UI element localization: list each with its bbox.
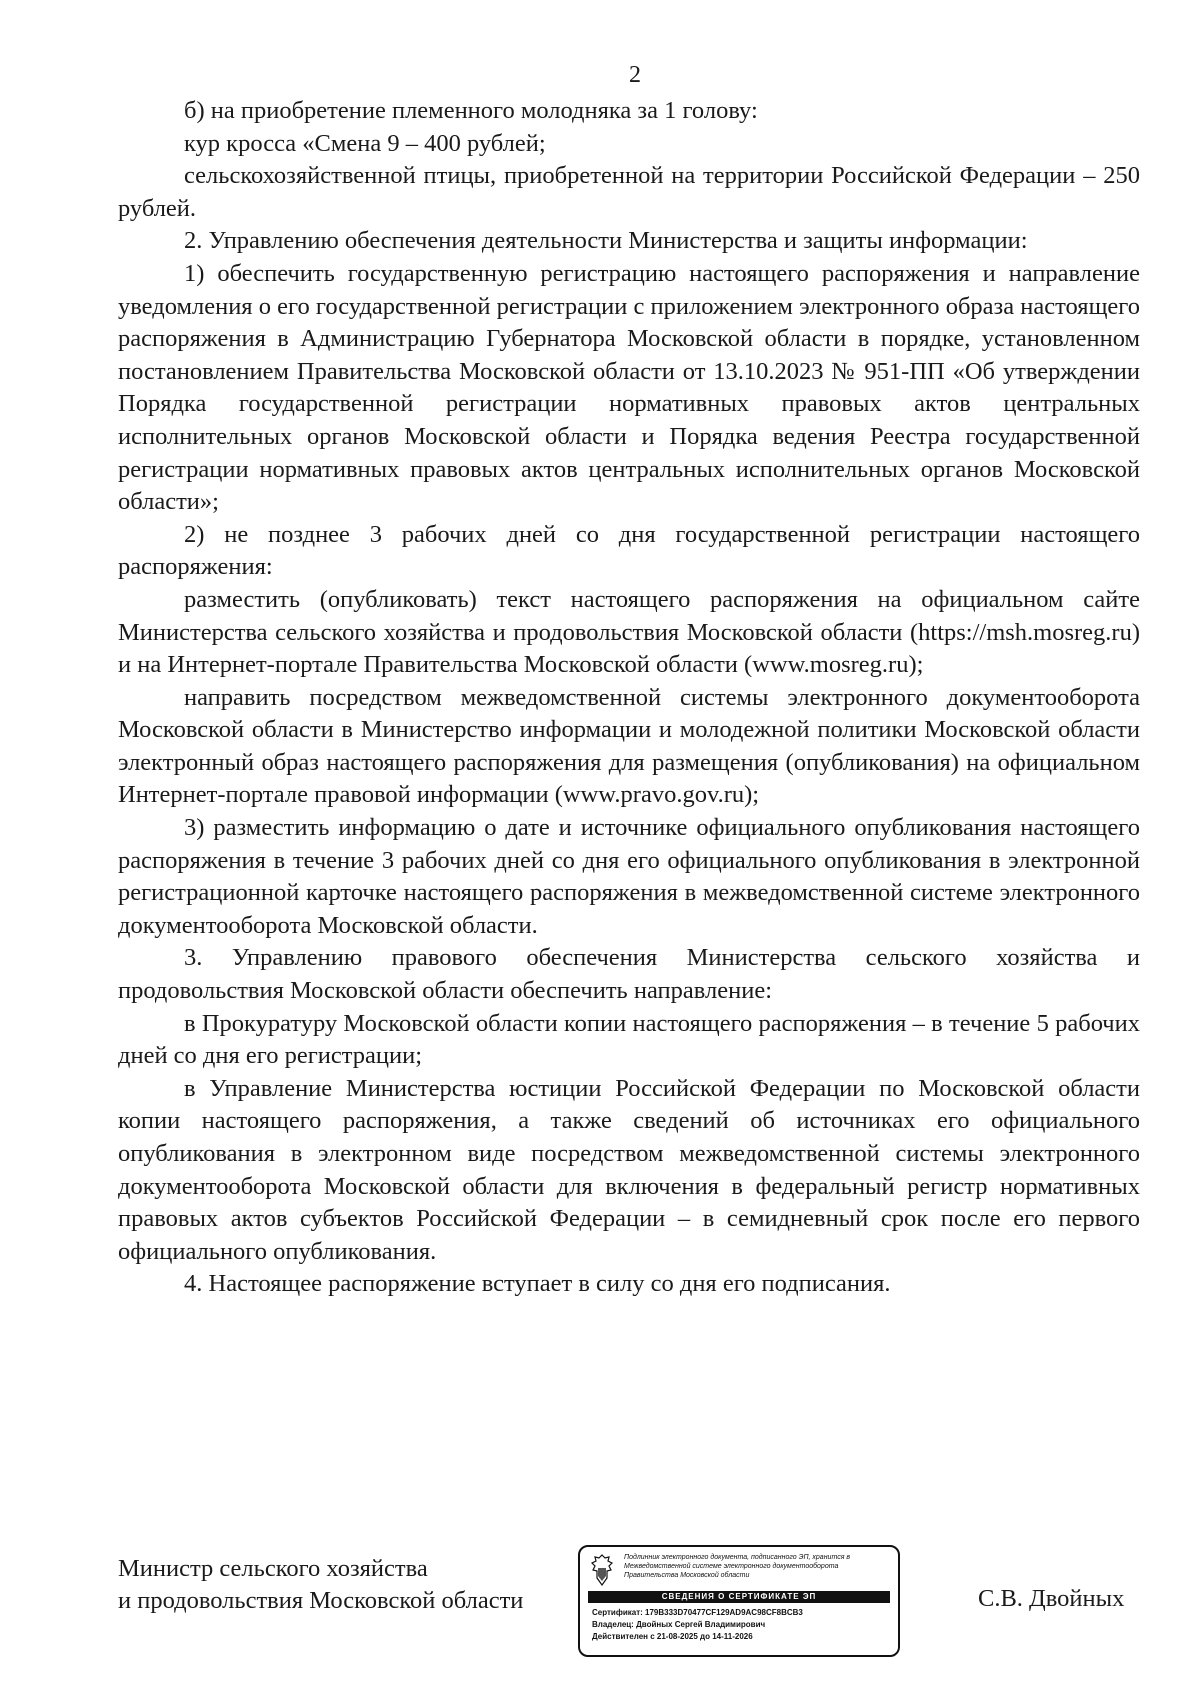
- paragraph: направить посредством межведомственной системы электронного документооборота Московской области в Министерство информации и молодежной политики Московской области электронный образ настоящего распоряжения для размещения (опубликования) на официальном Интернет-портале правовой информации (www.pravo.gov.ru);: [118, 683, 1140, 809]
- paragraph: разместить (опубликовать) текст настоящего распоряжения на официальном сайте Министерства сельского хозяйства и продовольствия Московской области (https://msh.mosreg.ru) и на Интернет-портале Правительства Московской области (www.mosreg.ru);: [118, 585, 1140, 679]
- signatory-role-line: и продовольствия Московской области: [118, 1587, 524, 1614]
- certificate-owner: Владелец: Двойных Сергей Владимирович: [592, 1620, 766, 1629]
- stamp-note: Подлинник электронного документа, подписанного ЭП, хранится в Межведомственной системе электронного документооборота Правительства Московской области: [624, 1554, 851, 1579]
- paragraph: 4. Настоящее распоряжение вступает в силу со дня его подписания.: [184, 1270, 891, 1298]
- paragraph: 3. Управлению правового обеспечения Министерства сельского хозяйства и продовольствия Московской области обеспечить направление:: [118, 944, 1140, 1005]
- certificate-validity: Действителен с 21-08-2025 до 14-11-2026: [592, 1632, 753, 1641]
- paragraph: 2) не позднее 3 рабочих дней со дня государственной регистрации настоящего распоряжения:: [118, 520, 1140, 581]
- signatory-role: [118, 1553, 523, 1617]
- signatory-role-line: Министр сельского хозяйства: [118, 1555, 428, 1582]
- signature-block: [0, 1545, 1200, 1665]
- signatory-name: С.В. Двойных: [978, 1585, 1125, 1612]
- page-number: 2: [629, 62, 641, 88]
- paragraph: сельскохозяйственной птицы, приобретенной на территории Российской Федерации – 250 рублей.: [118, 162, 1140, 222]
- paragraph: 3) разместить информацию о дате и источнике официального опубликования настоящего распоряжения в течение 3 рабочих дней со дня его официального опубликования в электронной регистрационной карточке настоящего распоряжения в межведомственной системе электронного документооборота Московской области.: [118, 814, 1140, 939]
- certificate-number: Сертификат: 179B333D70477CF129AD9AC98CF8BCB3: [592, 1608, 803, 1617]
- paragraph: в Управление Министерства юстиции Российской Федерации по Московской области копии настоящего распоряжения, а также сведений об источниках его официального опубликования в электронном виде посредством межведомственной системы электронного документооборота Московской области для включения в федеральный регистр нормативных правовых актов субъектов Российской Федерации – в семидневный срок после его первого официального опубликования.: [118, 1074, 1140, 1265]
- stamp-header: СВЕДЕНИЯ О СЕРТИФИКАТЕ ЭП: [588, 1591, 890, 1603]
- paragraph: кур кросса «Смена 9 – 400 рублей;: [184, 129, 546, 157]
- paragraph: в Прокуратуру Московской области копии настоящего распоряжения – в течение 5 рабочих дней со дня его регистрации;: [118, 1009, 1140, 1070]
- paragraph: 1) обеспечить государственную регистрацию настоящего распоряжения и направление уведомления о его государственной регистрации с приложением электронного образа настоящего распоряжения в Администрацию Губернатора Московской области в порядке, установленном постановлением Правительства Московской области от 13.10.2023 № 951-ПП «Об утверждении Порядка государственной регистрации нормативных правовых актов центральных исполнительных органов Московской области и Порядка ведения Реестра государственной регистрации нормативных правовых актов центральных исполнительных органов Московской области»;: [118, 259, 1140, 516]
- coat-of-arms-icon: [590, 1554, 614, 1586]
- electronic-signature-stamp: [578, 1545, 900, 1657]
- paragraph: б) на приобретение племенного молодняка за 1 голову:: [184, 97, 758, 124]
- document-body: [118, 95, 1140, 1301]
- certificate-details: [592, 1607, 892, 1643]
- paragraph: 2. Управлению обеспечения деятельности Министерства и защиты информации:: [184, 227, 1028, 255]
